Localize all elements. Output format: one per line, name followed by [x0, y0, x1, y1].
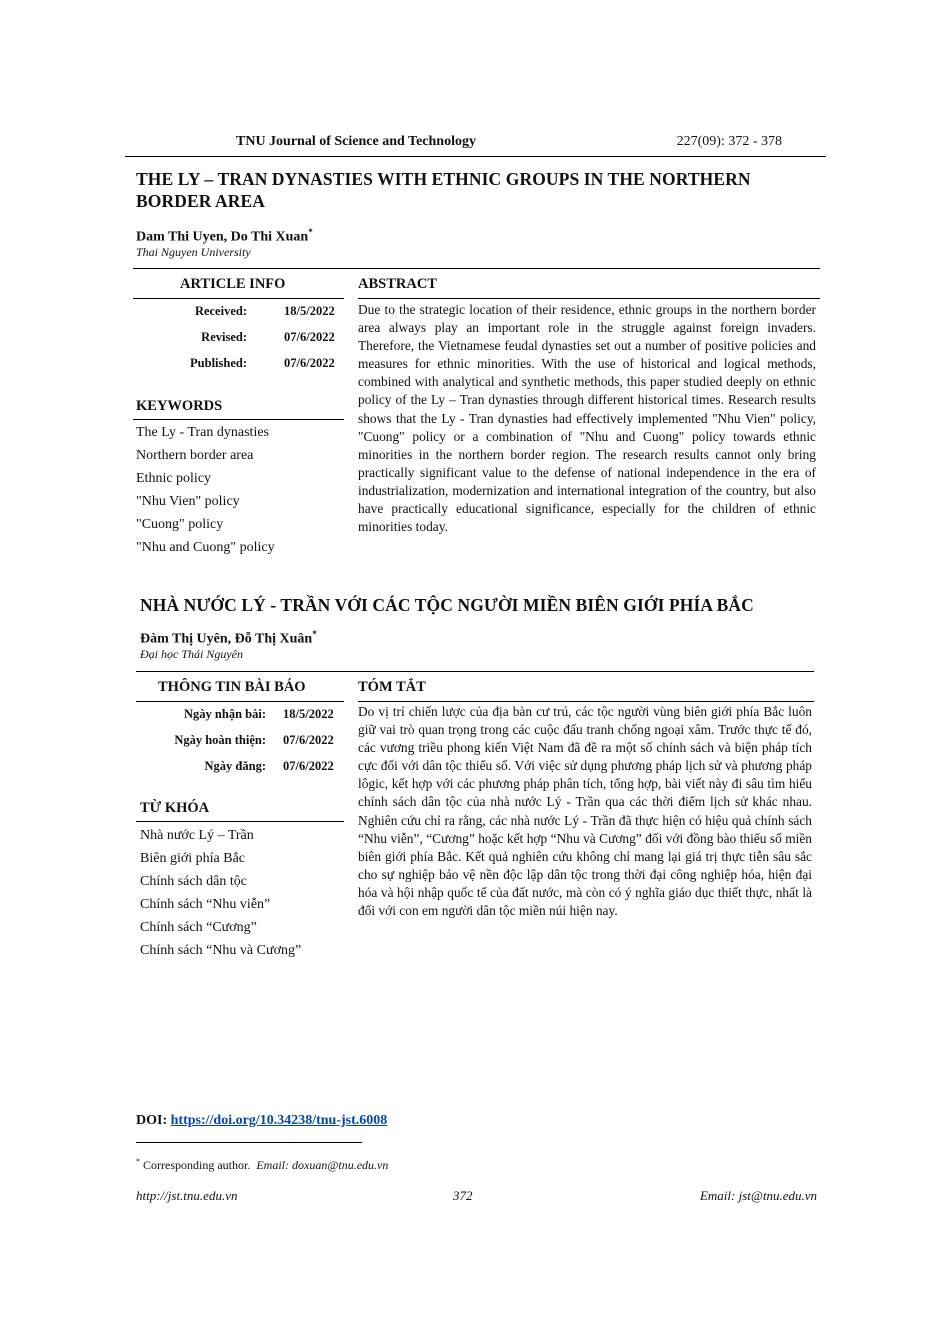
corresponding-author-footnote: * Corresponding author. Email: doxuan@tnu.edu.vn: [136, 1157, 389, 1172]
keyword: Ethnic policy: [136, 471, 212, 486]
date-revised-value-vi: 07/6/2022: [283, 733, 334, 747]
doi-line: DOI: https://doi.org/10.34238/tnu-jst.6008: [136, 1113, 388, 1128]
abstract-heading: ABSTRACT: [358, 276, 437, 292]
date-published-label: Published:: [190, 356, 247, 370]
keyword: Chính sách dân tộc: [140, 874, 247, 889]
abstract-rule-vi: [358, 701, 814, 702]
article-info-heading: ARTICLE INFO: [180, 276, 286, 292]
footer-website: http://jst.tnu.edu.vn: [136, 1188, 238, 1203]
keywords-rule-vi: [136, 821, 344, 822]
footer-email: Email: jst@tnu.edu.vn: [699, 1188, 817, 1203]
corresponding-email: doxuan@tnu.edu.vn: [292, 1158, 389, 1172]
keywords-rule: [133, 419, 344, 420]
footnote-separator: [136, 1142, 362, 1143]
date-revised-value: 07/6/2022: [284, 330, 335, 344]
abstract-rule: [358, 298, 820, 299]
date-received-label: Received:: [194, 304, 247, 318]
article-title-vi: NHÀ NƯỚC LÝ - TRẦN VỚI CÁC TỘC NGƯỜI MIỀN BIÊN GIỚI PHÍA BẮC: [140, 595, 754, 615]
date-published-label-vi: Ngày đăng:: [204, 759, 266, 773]
affiliation-vi: Đại học Thái Nguyên: [140, 647, 243, 661]
keyword: "Nhu Vien" policy: [136, 494, 240, 509]
keyword: "Nhu and Cuong" policy: [136, 540, 275, 555]
issue-pages: 227(09): 372 - 378: [676, 134, 782, 149]
running-header: [125, 132, 826, 157]
keyword: Northern border area: [136, 448, 254, 463]
journal-name: TNU Journal of Science and Technology: [236, 134, 476, 149]
abstract-text-en: Due to the strategic location of their residence, ethnic groups in the northern border area always play an important role in the struggle against foreign invaders. Therefore, the Vietnamese feudal dynasties set out a number of positive policies and measures for ethnic minorities. With the use of historical and logical methods, combined with analytical and synthetic methods, this paper studied deeply on ethnic policy of the Ly – Tran dynasties through different historical times. Research results shows that the Ly - Tran dynasties had effectively implemented "Nhu Vien" policy, "Cuong" policy or a combination of "Nhu and Cuong" policy towards ethnic minorities in the northern border region. The research results cannot only bring practically significant value to the defense of national independence in the era of industrialization, modernization and international integration of the country, but also have practically educational significance, especially for the children of ethnic minorities today.: [358, 302, 816, 535]
keywords-heading-vi: TỪ KHÓA: [140, 800, 210, 816]
section-top-rule-vi: [136, 671, 814, 672]
authors-en: Dam Thi Uyen, Do Thi Xuan*: [136, 227, 313, 245]
info-rule: [133, 298, 344, 299]
keyword: Chính sách “Nhu và Cương”: [140, 943, 302, 958]
abstract-text-vi: Do vị trí chiến lược của địa bàn cư trú, các tộc người vùng biên giới phía Bắc luôn giữ vai trò quan trọng trong các cuộc đấu tranh chống ngoại xâm. Trước thực tế đó, các vương triều phong kiến Việt Nam đã đề ra một số chính sách và biện pháp tích cực đối với dân tộc thiểu số. Với việc sử dụng phương pháp lịch sử và phương pháp lôgic, kết hợp với các phương pháp phân tích, tổng hợp, bài viết này đi sâu tìm hiểu chính sách dân tộc của nhà nước Lý - Trần qua các thời điểm lịch sử khác nhau. Nghiên cứu chỉ ra rằng, các nhà nước Lý - Trần đã thực hiện có hiệu quả chính sách “Nhu viễn”, “Cương” hoặc kết hợp “Nhu và Cương” đối với đồng bào thiểu số miền biên giới phía Bắc. Kết quả nghiên cứu không chỉ mang lại giá trị thực tiễn sâu sắc cho sự nghiệp bảo vệ nền độc lập dân tộc trong thời đại công nghiệp hóa, hiện đại hóa và hội nhập quốc tế của đất nước, mà còn có ý nghĩa giáo dục thiết thực, nhất là đối với con em người dân tộc miền núi hiện nay.: [358, 704, 812, 919]
abstract-heading-vi: TÓM TẮT: [358, 679, 426, 695]
date-revised-label-vi: Ngày hoàn thiện:: [174, 733, 266, 747]
authors-vi: Đàm Thị Uyên, Đỗ Thị Xuân*: [140, 629, 317, 647]
date-received-value-vi: 18/5/2022: [283, 707, 334, 721]
keywords-heading: KEYWORDS: [136, 398, 223, 414]
footer-page-number: 372: [453, 1188, 473, 1203]
keyword: Nhà nước Lý – Trần: [140, 828, 254, 843]
date-revised-label: Revised:: [201, 330, 247, 344]
info-rule-vi: [136, 701, 344, 702]
doi-link[interactable]: https://doi.org/10.34238/tnu-jst.6008: [170, 1113, 388, 1128]
date-published-value: 07/6/2022: [284, 356, 335, 370]
date-received-value: 18/5/2022: [284, 304, 335, 318]
keyword: "Cuong" policy: [136, 517, 224, 532]
date-published-value-vi: 07/6/2022: [283, 759, 334, 773]
keyword: Chính sách “Cương”: [140, 920, 257, 935]
section-top-rule: [133, 268, 820, 269]
affiliation-en: Thai Nguyen University: [136, 245, 251, 259]
date-received-label-vi: Ngày nhận bài:: [184, 707, 266, 721]
article-info-heading-vi: THÔNG TIN BÀI BÁO: [158, 679, 306, 695]
keyword: Chính sách “Nhu viễn”: [140, 897, 271, 912]
keyword: The Ly - Tran dynasties: [136, 425, 269, 440]
keyword: Biên giới phía Bắc: [140, 851, 245, 866]
article-title-en: THE LY – TRAN DYNASTIES WITH ETHNIC GROUPS IN THE NORTHERN BORDER AREA: [136, 169, 751, 211]
